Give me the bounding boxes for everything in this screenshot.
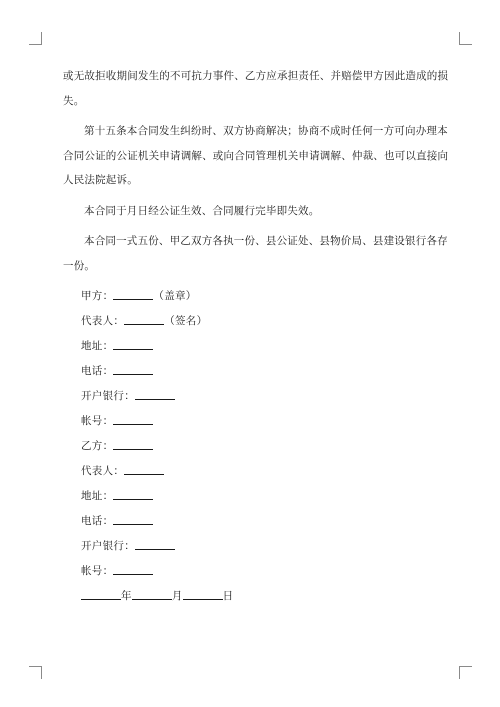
party-b-blank[interactable] <box>113 437 153 450</box>
paragraph-dispute-resolution: 第十五条本合同发生纠纷时、双方协商解决；协商不成时任何一方可向办理本合同公证的公证机关申请调解、或向合同管理机关申请调解、仲裁、也可以直接向人民法院起诉。 <box>63 125 449 186</box>
corner-mark-top-left <box>29 32 42 45</box>
address-b-blank[interactable] <box>113 487 153 500</box>
rep-b-blank[interactable] <box>124 462 164 475</box>
corner-mark-bottom-left <box>29 666 42 679</box>
month-label: 月 <box>171 590 183 602</box>
document-body <box>63 64 453 609</box>
party-b-label: 乙方： <box>81 440 114 452</box>
bank-b-blank[interactable] <box>135 537 175 550</box>
address-a-line <box>63 334 453 359</box>
signature-block <box>63 284 453 609</box>
bank-a-blank[interactable] <box>135 387 175 400</box>
rep-b-line <box>63 459 453 484</box>
party-a-label: 甲方： <box>81 290 114 302</box>
bank-a-label: 开户银行： <box>81 390 135 402</box>
account-b-label: 帐号： <box>81 565 114 577</box>
phone-a-label: 电话： <box>81 365 114 377</box>
phone-a-blank[interactable] <box>113 362 153 375</box>
account-b-line <box>63 559 453 584</box>
address-a-blank[interactable] <box>113 337 153 350</box>
account-a-blank[interactable] <box>113 412 153 425</box>
year-blank[interactable] <box>81 587 121 600</box>
party-a-blank[interactable] <box>113 287 153 300</box>
rep-a-label: 代表人： <box>81 315 125 327</box>
day-label: 日 <box>222 590 234 602</box>
phone-b-blank[interactable] <box>113 512 153 525</box>
account-b-blank[interactable] <box>113 562 153 575</box>
address-b-label: 地址： <box>81 490 114 502</box>
corner-mark-top-right <box>459 32 472 45</box>
party-b-line <box>63 434 453 459</box>
account-a-line <box>63 409 453 434</box>
paragraph-liability: 或无故拒收期间发生的不可抗力事件、乙方应承担责任、并赔偿甲方因此造成的损失。 <box>63 70 449 107</box>
rep-a-line <box>63 309 453 334</box>
phone-b-label: 电话： <box>81 515 114 527</box>
rep-b-label: 代表人： <box>81 465 125 477</box>
day-blank[interactable] <box>183 587 223 600</box>
month-blank[interactable] <box>132 587 172 600</box>
bank-b-line <box>63 534 453 559</box>
bank-b-label: 开户银行： <box>81 540 135 552</box>
phone-b-line <box>63 509 453 534</box>
account-a-label: 帐号： <box>81 415 114 427</box>
party-a-seal-note: （盖章） <box>153 290 197 302</box>
party-a-line <box>63 284 453 309</box>
corner-mark-bottom-right <box>459 666 472 679</box>
year-label: 年 <box>121 590 132 602</box>
address-b-line <box>63 484 453 509</box>
date-line <box>63 584 453 609</box>
phone-a-line <box>63 359 453 384</box>
paragraph-effective-date: 本合同于月日经公证生效、合同履行完毕即失效。 <box>84 204 320 217</box>
rep-a-blank[interactable] <box>124 312 164 325</box>
paragraph-copies: 本合同一式五份、甲乙双方各执一份、县公证处、县物价局、县建设银行各存一份。 <box>63 235 448 272</box>
address-a-label: 地址： <box>81 340 114 352</box>
bank-a-line <box>63 384 453 409</box>
rep-a-sign-note: （签名） <box>164 315 208 327</box>
